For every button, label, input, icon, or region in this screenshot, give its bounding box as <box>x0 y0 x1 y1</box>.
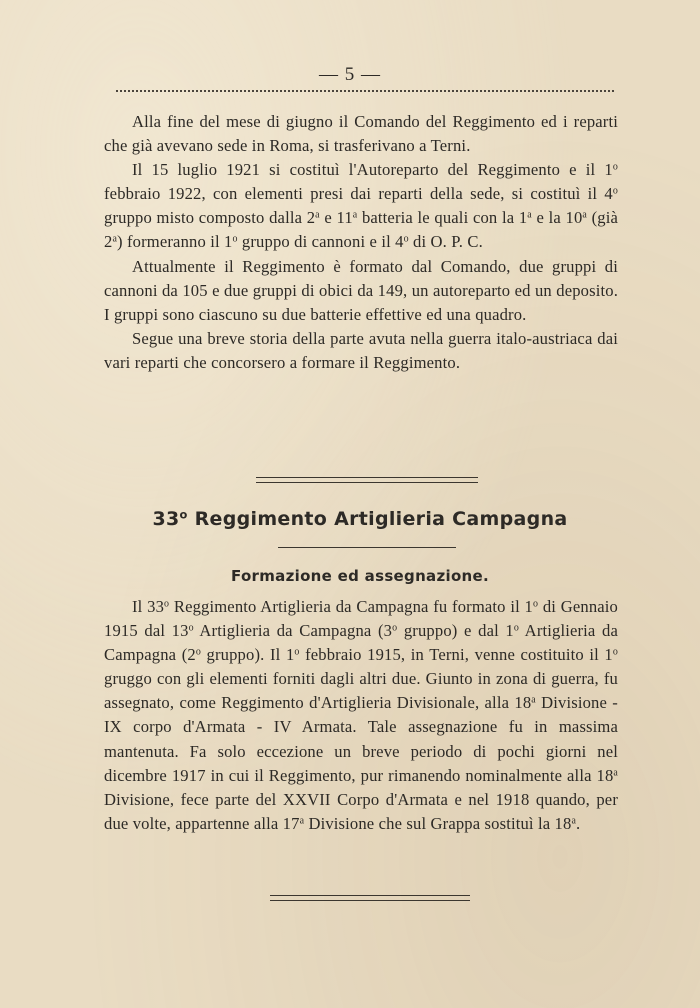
section-paragraph: Il 33$^o$ Reggimento Artiglieria da Campagna fu formato il 1$^o$ di Gennaio 1915 dal 13$^o$ Artiglieria da Campagna (3$^o$ gruppo) e dal 1$^o$ Artiglieria da Campagna (2$^o$ gruppo). Il 1$^o$ febbraio 1915, in Terni, venne costituito il 1$^o$ gruggo con gli elementi forniti dagli altri due. Giunto in zona di guerra, fu assegnato, come Reggimento d'Artiglieria Divisionale, alla 18$^a$ Divisione - IX corpo d'Armata - IV Armata. Tale assegnazione fu in massima mantenuta. Fa solo eccezione un breve periodo di pochi giorni nel dicembre 1917 in cui il Reggimento, pur rimanendo nominalmente alla 18$^a$ Divisione, fece parte del XXVII Corpo d'Armata e nel 1918 quando, per due volte, appartenne alla 17$^a$ Divisione che sul Grappa sostituì la 18$^a$. <box>104 597 618 833</box>
section-divider <box>256 477 478 483</box>
end-divider <box>270 895 470 901</box>
section-text <box>104 595 618 836</box>
intro-paragraph: Alla fine del mese di giugno il Comando del Reggimento ed i reparti che già avevano sede in Roma, si trasferivano a Terni. <box>104 112 618 156</box>
subsection-title: Formazione ed assegnazione. <box>231 567 489 585</box>
header-dotted-rule <box>116 90 614 92</box>
intro-paragraph: Segue una breve storia della parte avuta nella guerra italo-austriaca dai vari reparti che concorsero a formare il Reggimento. <box>104 328 618 372</box>
intro-paragraph: Attualmente il Reggimento è formato dal Comando, due gruppi di cannoni da 105 e due gruppi di obici da 149, un autoreparto ed un deposito. I gruppi sono ciascuno su due batterie effettive ed una quadro. <box>104 256 618 324</box>
title-underline <box>278 547 456 548</box>
intro-paragraph: Il 15 luglio 1921 si costituì l'Autoreparto del Reggimento e il 1$^o$ febbraio 1922, con elementi presi dai reparti della sede, si costituì il 4$^o$ gruppo misto composto dalla 2$^a$ e 11$^a$ batteria le quali con la 1$^a$ e la 10$^a$ (già 2$^a$) formeranno il 1$^o$ gruppo di cannoni e il 4$^o$ di O. P. C. <box>104 160 618 252</box>
intro-text <box>104 110 618 375</box>
page-number: — 5 — <box>319 64 381 85</box>
section-title: 33$^o$ Reggimento Artiglieria Campagna <box>152 507 568 530</box>
